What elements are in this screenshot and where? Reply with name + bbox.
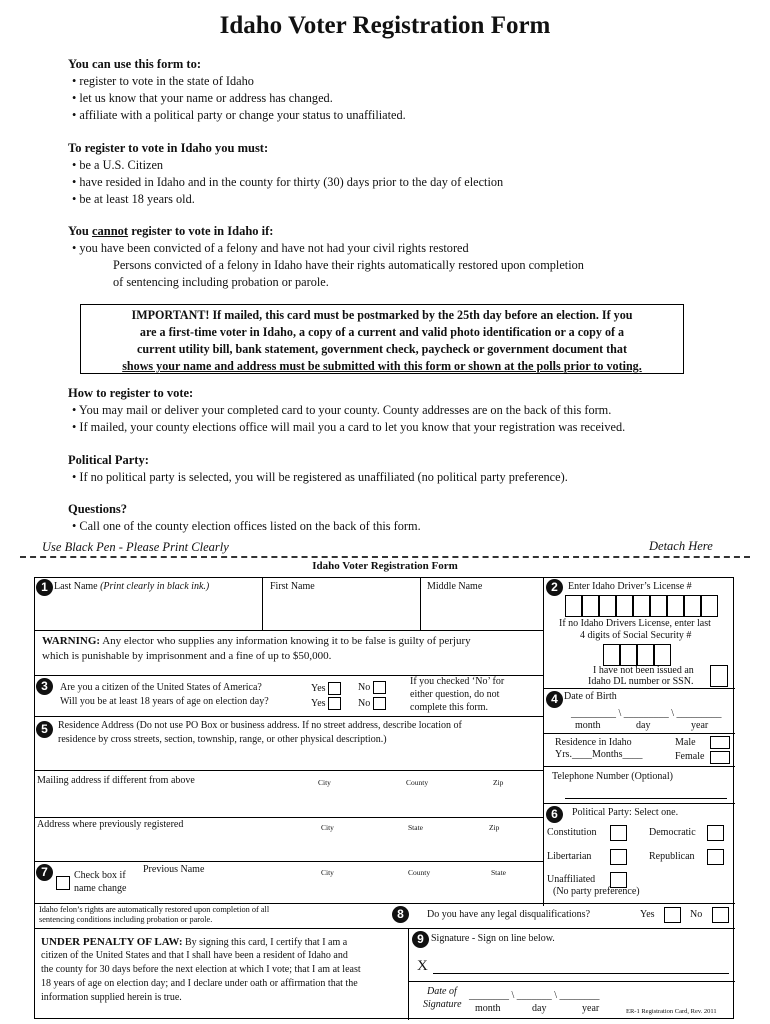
female-checkbox[interactable]: [710, 751, 730, 764]
divider: [543, 766, 735, 767]
section-number: 2: [546, 579, 563, 596]
cannot-item: • you have been convicted of a felony and have not had your civil rights restored: [72, 241, 469, 255]
divider: [408, 928, 409, 1020]
county-label: County: [408, 868, 431, 877]
section-number: 3: [36, 678, 53, 695]
disqualification-yes[interactable]: Yes: [640, 909, 655, 920]
dob-month-label: month: [575, 720, 601, 731]
name-change-label: name change: [74, 883, 127, 894]
sig-month-label: month: [475, 1003, 501, 1014]
residence-duration-field[interactable]: Yrs.____Months____: [555, 749, 643, 760]
name-change-checkbox[interactable]: [56, 876, 70, 890]
signature-label: Signature - Sign on line below.: [431, 933, 555, 944]
how-item: • If mailed, your county elections office will mail you a card to let you know that your registration was received.: [72, 420, 626, 434]
citizen-question: Are you a citizen of the United States of America?: [60, 682, 262, 693]
divider: [543, 688, 735, 689]
democratic-checkbox[interactable]: [707, 825, 724, 841]
state-label: State: [408, 823, 423, 832]
age-yes[interactable]: Yes: [311, 697, 341, 710]
signature-date-field[interactable]: ________ \ _______ \ ________: [469, 990, 600, 1001]
democratic-option[interactable]: Democratic: [649, 827, 696, 838]
use-form-item: • affiliate with a political party or change your status to unaffiliated.: [72, 108, 406, 122]
must-item: • have resided in Idaho and in the county for thirty (30) days prior to the day of election: [72, 175, 504, 189]
citizen-yes[interactable]: Yes: [311, 682, 341, 695]
section-number: 1: [36, 579, 53, 596]
disqualification-no-checkbox[interactable]: [712, 907, 729, 923]
dl-digit-box[interactable]: [667, 595, 684, 617]
residence-address-label: Residence Address (Do not use PO Box or business address. If no street address, describe location of: [58, 720, 462, 731]
section-number: 8: [392, 906, 409, 923]
dob-year-label: year: [691, 720, 709, 731]
how-item: • You may mail or deliver your completed card to your county. County addresses are on the back of this form.: [72, 403, 612, 417]
divider: [543, 803, 735, 804]
divider: [35, 903, 735, 904]
republican-checkbox[interactable]: [707, 849, 724, 865]
divider: [35, 770, 543, 771]
dob-label: Date of Birth: [564, 691, 617, 702]
age-no[interactable]: No: [358, 697, 386, 710]
penalty-text: information supplied herein is true.: [41, 992, 182, 1003]
cannot-note: Persons convicted of a felony in Idaho have their rights automatically restored upon completion: [113, 258, 584, 272]
disqualification-yes-checkbox[interactable]: [664, 907, 681, 923]
not-issued-checkbox[interactable]: [710, 665, 728, 687]
section-number: 9: [412, 931, 429, 948]
divider: [543, 733, 735, 734]
city-label: City: [318, 778, 331, 787]
name-change-label: Check box if: [74, 870, 126, 881]
age-yes-checkbox[interactable]: [328, 697, 341, 710]
residence-in-idaho-label: Residence in Idaho: [555, 737, 632, 748]
how-heading: How to register to vote:: [68, 386, 194, 400]
no-note: complete this form.: [410, 702, 489, 713]
page-title: Idaho Voter Registration Form: [219, 12, 551, 39]
important-line: IMPORTANT! If mailed, this card must be postmarked by the 25th day before an election. If you: [131, 308, 633, 322]
ssn-label: If no Idaho Drivers License, enter last: [559, 618, 711, 629]
republican-option[interactable]: Republican: [649, 851, 695, 862]
party-heading: Political Party:: [68, 453, 149, 467]
warning-text: which is punishable by imprisonment and a fine of up to $50,000.: [42, 650, 332, 662]
registration-card: [34, 577, 734, 1019]
dl-digit-box[interactable]: [599, 595, 616, 617]
divider: [35, 630, 543, 631]
important-notice: [80, 304, 684, 374]
age-no-checkbox[interactable]: [373, 697, 386, 710]
previous-name-label: Previous Name: [143, 864, 205, 875]
party-label: Political Party: Select one.: [572, 807, 679, 818]
male-option[interactable]: Male: [675, 737, 696, 748]
ssn-label: 4 digits of Social Security #: [580, 630, 692, 641]
cannot-note: of sentencing including probation or parole.: [113, 275, 329, 289]
constitution-option[interactable]: Constitution: [547, 827, 597, 838]
date-of-label: Date of: [427, 986, 457, 997]
divider: [35, 861, 543, 862]
dl-digit-box[interactable]: [650, 595, 667, 617]
dl-digit-box[interactable]: [616, 595, 633, 617]
middle-name-label: Middle Name: [427, 581, 483, 592]
must-heading: To register to vote in Idaho you must:: [68, 141, 269, 155]
female-option[interactable]: Female: [675, 751, 705, 762]
libertarian-checkbox[interactable]: [610, 849, 627, 865]
section-number: 5: [36, 721, 53, 738]
must-item: • be at least 18 years old.: [72, 192, 195, 206]
city-label: City: [321, 868, 334, 877]
sig-day-label: day: [532, 1003, 547, 1014]
telephone-label: Telephone Number (Optional): [552, 771, 673, 782]
divider: [408, 981, 735, 982]
mailing-address-label: Mailing address if different from above: [37, 775, 195, 786]
not-issued-label: I have not been issued an: [593, 665, 694, 676]
dl-digit-box[interactable]: [684, 595, 701, 617]
dl-digit-box[interactable]: [633, 595, 650, 617]
citizen-yes-checkbox[interactable]: [328, 682, 341, 695]
section-number: 7: [36, 864, 53, 881]
important-line: shows your name and address must be submitted with this form or shown at the polls prior to voting.: [122, 359, 642, 373]
section-number: 6: [546, 806, 563, 823]
no-note: either question, do not: [410, 689, 500, 700]
divider: [35, 928, 735, 929]
zip-label: Zip: [489, 823, 500, 832]
sig-year-label: year: [582, 1003, 600, 1014]
date-of-label: Signature: [423, 999, 462, 1010]
dob-field[interactable]: _________ \ _________ \ _________: [571, 708, 722, 719]
divider: [35, 817, 543, 818]
libertarian-option[interactable]: Libertarian: [547, 851, 592, 862]
disqualification-no[interactable]: No: [690, 909, 703, 920]
use-form-heading: You can use this form to:: [68, 57, 201, 71]
important-line: are a first-time voter in Idaho, a copy of a current and valid photo identification or a copy of a: [139, 325, 625, 339]
county-label: County: [406, 778, 429, 787]
divider: [35, 716, 543, 717]
penalty-text: citizen of the United States and that I shall have been a resident of Idaho and: [41, 950, 348, 961]
section-number: 4: [546, 691, 563, 708]
telephone-line[interactable]: [565, 798, 727, 799]
divider: [262, 578, 263, 630]
use-form-item: • register to vote in the state of Idaho: [72, 74, 254, 88]
divider: [543, 578, 544, 906]
detach-line: [20, 556, 750, 558]
cannot-heading: You cannot register to vote in Idaho if:: [68, 224, 274, 238]
party-item: • If no political party is selected, you will be registered as unaffiliated (no political party preference).: [72, 470, 568, 484]
important-line: current utility bill, bank statement, government check, paycheck or government document that: [137, 342, 627, 356]
must-item: • be a U.S. Citizen: [72, 158, 164, 172]
felon-note: Idaho felon’s rights are automatically restored upon completion of all: [39, 905, 270, 914]
detach-here-label: Detach Here: [649, 539, 713, 553]
dob-day-label: day: [636, 720, 651, 731]
citizen-no-checkbox[interactable]: [373, 681, 386, 694]
not-issued-label: Idaho DL number or SSN.: [588, 676, 694, 687]
signature-line[interactable]: [433, 973, 729, 974]
last-name-label: Last Name (Print clearly in black ink.): [54, 581, 210, 592]
dl-digit-box[interactable]: [565, 595, 582, 617]
state-label: State: [491, 868, 506, 877]
no-note: If you checked ‘No’ for: [410, 676, 505, 687]
city-label: City: [321, 823, 334, 832]
divider: [420, 578, 421, 630]
form-title: Idaho Voter Registration Form: [312, 560, 458, 572]
age-question: Will you be at least 18 years of age on election day?: [60, 696, 269, 707]
first-name-label: First Name: [270, 581, 315, 592]
zip-label: Zip: [493, 778, 504, 787]
dl-digit-box[interactable]: [701, 595, 718, 617]
revision-label: ER-1 Registration Card, Rev. 2011: [626, 1008, 717, 1015]
questions-item: • Call one of the county election offices listed on the back of this form.: [72, 519, 421, 533]
citizen-no[interactable]: No: [358, 681, 386, 694]
unaffiliated-option[interactable]: Unaffiliated: [547, 874, 596, 885]
previous-address-label: Address where previously registered: [37, 819, 184, 830]
residence-address-label: residence by cross streets, section, township, range, or other physical description.): [58, 734, 387, 745]
warning-text: WARNING: Any elector who supplies any information knowing it to be false is guilty of perjury: [42, 635, 471, 647]
use-black-pen-note: Use Black Pen - Please Print Clearly: [42, 540, 229, 554]
use-form-item: • let us know that your name or address has changed.: [72, 91, 333, 105]
felon-note: sentencing conditions including probation or parole.: [39, 915, 213, 924]
penalty-text: UNDER PENALTY OF LAW: By signing this card, I certify that I am a: [41, 936, 348, 948]
penalty-text: the county for 30 days before the next election at which I vote; that I am at least: [41, 964, 361, 975]
constitution-checkbox[interactable]: [610, 825, 627, 841]
penalty-text: 18 years of age on election day; and I declare under oath or affirmation that the: [41, 978, 358, 989]
ssn-digit-box[interactable]: [654, 644, 671, 666]
ssn-digit-box[interactable]: [620, 644, 637, 666]
ssn-digit-box[interactable]: [637, 644, 654, 666]
signature-x: X: [417, 958, 428, 974]
questions-heading: Questions?: [68, 502, 128, 516]
disqualification-question: Do you have any legal disqualifications?: [427, 909, 591, 920]
drivers-license-label: Enter Idaho Driver’s License #: [568, 581, 692, 592]
male-checkbox[interactable]: [710, 736, 730, 749]
no-preference-label: (No party preference): [553, 886, 640, 897]
ssn-digit-box[interactable]: [603, 644, 620, 666]
dl-digit-box[interactable]: [582, 595, 599, 617]
